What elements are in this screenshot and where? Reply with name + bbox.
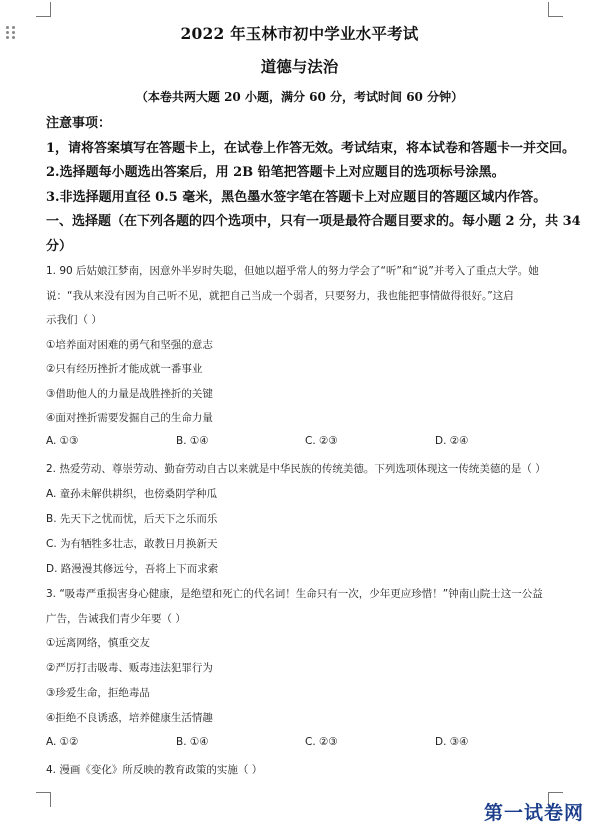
subject-title: 道德与法治 [260,57,339,76]
exam-info: （本卷共两大题 20 小题，满分 60 分，考试时间 60 分钟） [135,90,464,104]
question-1-text: 1. 90 后姑娘江梦南，因意外半岁时失聪，但她以超乎常人的努力学会了“听”和“说”并考入了重点大学。她 [46,265,539,277]
notes-heading: 注意事项： [46,116,112,131]
question-1-statement: ①培养面对困难的勇气和坚强的意志 [46,339,213,351]
question-1-text: 说：“我从来没有因为自己听不见，就把自己当成一个弱者，只要努力，我也能把事情做得很好。”这启 [46,290,514,302]
question-3-statement: ④拒绝不良诱惑，培养健康生活情趣 [46,712,213,724]
question-3-option-a[interactable]: A. ①② [46,736,79,748]
question-3-statement: ①远离网络，慎重交友 [46,637,150,649]
question-1-option-d[interactable]: D. ②④ [435,435,469,447]
question-4-text: 4. 漫画《变化》所反映的教育政策的实施（ ） [46,764,263,776]
section-heading-cont: 分） [46,239,73,254]
crop-mark-top-left [36,2,51,17]
crop-mark-bottom-left [36,792,51,807]
question-3-option-c[interactable]: C. ②③ [305,736,338,748]
note-item: 2.选择题每小题选出答案后，用 2B 铅笔把答题卡上对应题目的选项标号涂黑。 [46,165,505,180]
question-1-option-c[interactable]: C. ②③ [305,435,338,447]
question-1-option-a[interactable]: A. ①③ [46,435,79,447]
site-watermark: 第一试卷网 [484,802,585,824]
question-1-statement: ③借助他人的力量是战胜挫折的关键 [46,388,213,400]
question-3-statement: ②严厉打击吸毒、贩毒违法犯罪行为 [46,662,213,674]
note-item: 1，请将答案填写在答题卡上，在试卷上作答无效。考试结束，将本试卷和答题卡一并交回。 [46,141,576,156]
question-2-option-b[interactable]: B. 先天下之忧而忧，后天下之乐而乐 [46,513,218,525]
question-2-option-a[interactable]: A. 童孙未解供耕织，也傍桑阴学种瓜 [46,488,218,500]
question-2-text: 2. 热爱劳动、尊崇劳动、勤奋劳动自古以来就是中华民族的传统美德。下列选项体现这一传统美德的是（ ） [46,463,546,475]
question-1-text: 示我们（ ） [46,314,102,326]
section-heading: 一、选择题（在下列各题的四个选项中，只有一项是最符合题目要求的。每小题 2 分，共 34 [46,214,581,229]
question-1-statement: ④面对挫折需要发掘自己的生命力量 [46,412,213,424]
crop-mark-top-right [548,2,563,17]
question-1-option-b[interactable]: B. ①④ [176,435,209,447]
question-3-option-b[interactable]: B. ①④ [176,736,209,748]
note-item: 3.非选择题用直径 0.5 毫米，黑色墨水签字笔在答题卡上对应题目的答题区域内作答。 [46,190,547,205]
question-2-option-c[interactable]: C. 为有牺牲多壮志，敢教日月换新天 [46,538,218,550]
question-3-option-d[interactable]: D. ③④ [435,736,469,748]
question-1-statement: ②只有经历挫折才能成就一番事业 [46,363,203,375]
question-3-text: 3. “吸毒严重损害身心健康，是绝望和死亡的代名词！生命只有一次，少年更应珍惜！”钟南山院士这一公益 [46,588,543,600]
exam-title: 2022 年玉林市初中学业水平考试 [180,24,419,43]
question-2-option-d[interactable]: D. 路漫漫其修远兮，吾将上下而求索 [46,563,219,575]
question-3-text: 广告，告诫我们青少年要（ ） [46,613,186,625]
question-3-statement: ③珍爱生命，拒绝毒品 [46,687,150,699]
